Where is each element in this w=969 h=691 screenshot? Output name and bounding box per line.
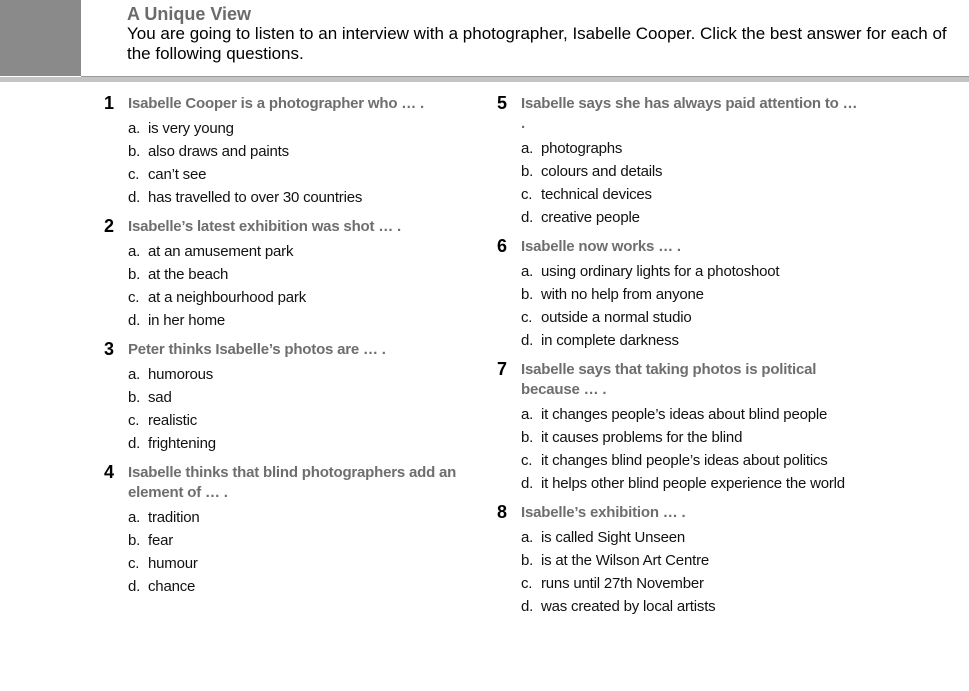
answer-option-3-c[interactable] xyxy=(128,409,469,432)
answer-option-8-a[interactable] xyxy=(521,526,862,549)
option-letter: d. xyxy=(521,209,534,226)
question-text: Isabelle now works … . xyxy=(521,238,681,255)
option-letter: c. xyxy=(128,412,140,429)
option-letter: d. xyxy=(521,475,534,492)
option-text: realistic xyxy=(148,412,198,429)
option-letter: b. xyxy=(521,286,534,303)
question-number: 7 xyxy=(497,359,508,379)
option-text: in her home xyxy=(148,312,226,329)
answer-option-2-a[interactable] xyxy=(128,240,469,263)
option-text: humorous xyxy=(148,366,214,383)
question-4 xyxy=(104,461,469,598)
option-text: humour xyxy=(148,555,198,572)
option-letter: d. xyxy=(128,578,141,595)
answer-option-6-b[interactable] xyxy=(521,283,862,306)
option-letter: d. xyxy=(128,312,141,329)
option-letter: a. xyxy=(128,509,141,526)
header-divider-bar xyxy=(0,77,969,82)
option-letter: a. xyxy=(521,140,534,157)
option-text: sad xyxy=(148,389,172,406)
question-7 xyxy=(497,358,862,495)
answer-option-7-c[interactable] xyxy=(521,449,862,472)
answer-option-7-d[interactable] xyxy=(521,472,862,495)
option-letter: b. xyxy=(128,266,141,283)
option-letter: c. xyxy=(128,166,140,183)
option-text: photographs xyxy=(541,140,623,157)
question-text: Isabelle says that taking photos is political because … . xyxy=(521,361,817,398)
option-letter: b. xyxy=(128,389,141,406)
answer-option-4-b[interactable] xyxy=(128,529,469,552)
page-header xyxy=(127,4,947,64)
question-text: Isabelle’s exhibition … . xyxy=(521,504,686,521)
option-text: tradition xyxy=(148,509,200,526)
question-number: 8 xyxy=(497,502,508,522)
option-letter: b. xyxy=(128,143,141,160)
option-text: with no help from anyone xyxy=(541,286,704,303)
option-text: chance xyxy=(148,578,196,595)
question-number: 4 xyxy=(104,462,115,482)
answer-option-5-c[interactable] xyxy=(521,183,862,206)
instructions-text: You are going to listen to an interview with a photographer, Isabelle Cooper. Click the best answer for each of the following questions. xyxy=(127,24,947,63)
answer-option-5-a[interactable] xyxy=(521,137,862,160)
option-letter: b. xyxy=(521,429,534,446)
answer-options xyxy=(521,526,862,618)
question-5 xyxy=(497,92,862,229)
answer-options xyxy=(521,260,862,352)
answer-options xyxy=(521,403,862,495)
answer-option-2-d[interactable] xyxy=(128,309,469,332)
answer-options xyxy=(128,506,469,598)
answer-option-3-b[interactable] xyxy=(128,386,469,409)
option-text: using ordinary lights for a photoshoot xyxy=(541,263,780,280)
answer-option-6-a[interactable] xyxy=(521,260,862,283)
answer-option-3-d[interactable] xyxy=(128,432,469,455)
option-text: was created by local artists xyxy=(541,598,716,615)
option-text: can’t see xyxy=(148,166,207,183)
option-text: at the beach xyxy=(148,266,229,283)
answer-options xyxy=(128,117,469,209)
answer-options xyxy=(128,363,469,455)
question-number: 1 xyxy=(104,93,115,113)
answer-option-6-c[interactable] xyxy=(521,306,862,329)
question-6 xyxy=(497,235,862,352)
option-letter: b. xyxy=(521,552,534,569)
answer-option-7-b[interactable] xyxy=(521,426,862,449)
option-letter: a. xyxy=(128,243,141,260)
option-letter: c. xyxy=(521,575,533,592)
question-text: Peter thinks Isabelle’s photos are … . xyxy=(128,341,386,358)
option-letter: a. xyxy=(128,120,141,137)
option-text: frightening xyxy=(148,435,216,452)
option-letter: c. xyxy=(521,452,533,469)
question-text: Isabelle Cooper is a photographer who … . xyxy=(128,95,425,112)
answer-option-2-b[interactable] xyxy=(128,263,469,286)
questions-column-left xyxy=(104,92,469,604)
answer-option-1-c[interactable] xyxy=(128,163,469,186)
answer-option-2-c[interactable] xyxy=(128,286,469,309)
option-text: colours and details xyxy=(541,163,663,180)
answer-option-4-a[interactable] xyxy=(128,506,469,529)
option-letter: a. xyxy=(521,406,534,423)
question-text: Isabelle thinks that blind photographers add an element of … . xyxy=(128,464,457,501)
option-letter: c. xyxy=(521,309,533,326)
answer-option-8-d[interactable] xyxy=(521,595,862,618)
question-number: 5 xyxy=(497,93,508,113)
option-text: is very young xyxy=(148,120,234,137)
question-number: 3 xyxy=(104,339,115,359)
question-text: Isabelle’s latest exhibition was shot … . xyxy=(128,218,401,235)
answer-option-5-d[interactable] xyxy=(521,206,862,229)
answer-option-4-c[interactable] xyxy=(128,552,469,575)
option-letter: a. xyxy=(128,366,141,383)
option-text: it changes blind people’s ideas about politics xyxy=(541,452,828,469)
answer-options xyxy=(521,137,862,229)
option-letter: d. xyxy=(128,435,141,452)
answer-option-3-a[interactable] xyxy=(128,363,469,386)
option-letter: c. xyxy=(128,289,140,306)
question-text: Isabelle says she has always paid attention to … . xyxy=(521,95,858,132)
option-text: technical devices xyxy=(541,186,652,203)
option-text: at a neighbourhood park xyxy=(148,289,307,306)
option-letter: b. xyxy=(128,532,141,549)
question-8 xyxy=(497,501,862,618)
option-text: creative people xyxy=(541,209,640,226)
option-letter: d. xyxy=(128,189,141,206)
option-text: it changes people’s ideas about blind people xyxy=(541,406,828,423)
question-3 xyxy=(104,338,469,455)
answer-option-5-b[interactable] xyxy=(521,160,862,183)
option-letter: d. xyxy=(521,598,534,615)
answer-option-1-d[interactable] xyxy=(128,186,469,209)
question-1 xyxy=(104,92,469,209)
option-text: it causes problems for the blind xyxy=(541,429,743,446)
option-letter: c. xyxy=(521,186,533,203)
answer-option-6-d[interactable] xyxy=(521,329,862,352)
option-letter: b. xyxy=(521,163,534,180)
answer-option-8-b[interactable] xyxy=(521,549,862,572)
option-text: is at the Wilson Art Centre xyxy=(541,552,710,569)
option-letter: a. xyxy=(521,263,534,280)
option-text: is called Sight Unseen xyxy=(541,529,686,546)
option-text: it helps other blind people experience the world xyxy=(541,475,845,492)
answer-option-8-c[interactable] xyxy=(521,572,862,595)
header-corner-block xyxy=(0,0,81,76)
option-text: fear xyxy=(148,532,174,549)
page-title: A Unique View xyxy=(127,4,252,24)
answer-option-1-b[interactable] xyxy=(128,140,469,163)
question-number: 6 xyxy=(497,236,508,256)
answer-option-4-d[interactable] xyxy=(128,575,469,598)
option-letter: d. xyxy=(521,332,534,349)
option-text: in complete darkness xyxy=(541,332,679,349)
option-text: at an amusement park xyxy=(148,243,294,260)
option-text: runs until 27th November xyxy=(541,575,704,592)
answer-options xyxy=(128,240,469,332)
option-letter: c. xyxy=(128,555,140,572)
question-2 xyxy=(104,215,469,332)
answer-option-1-a[interactable] xyxy=(128,117,469,140)
option-text: outside a normal studio xyxy=(541,309,692,326)
answer-option-7-a[interactable] xyxy=(521,403,862,426)
option-letter: a. xyxy=(521,529,534,546)
option-text: also draws and paints xyxy=(148,143,289,160)
question-number: 2 xyxy=(104,216,115,236)
questions-column-right xyxy=(497,92,862,624)
option-text: has travelled to over 30 countries xyxy=(148,189,363,206)
